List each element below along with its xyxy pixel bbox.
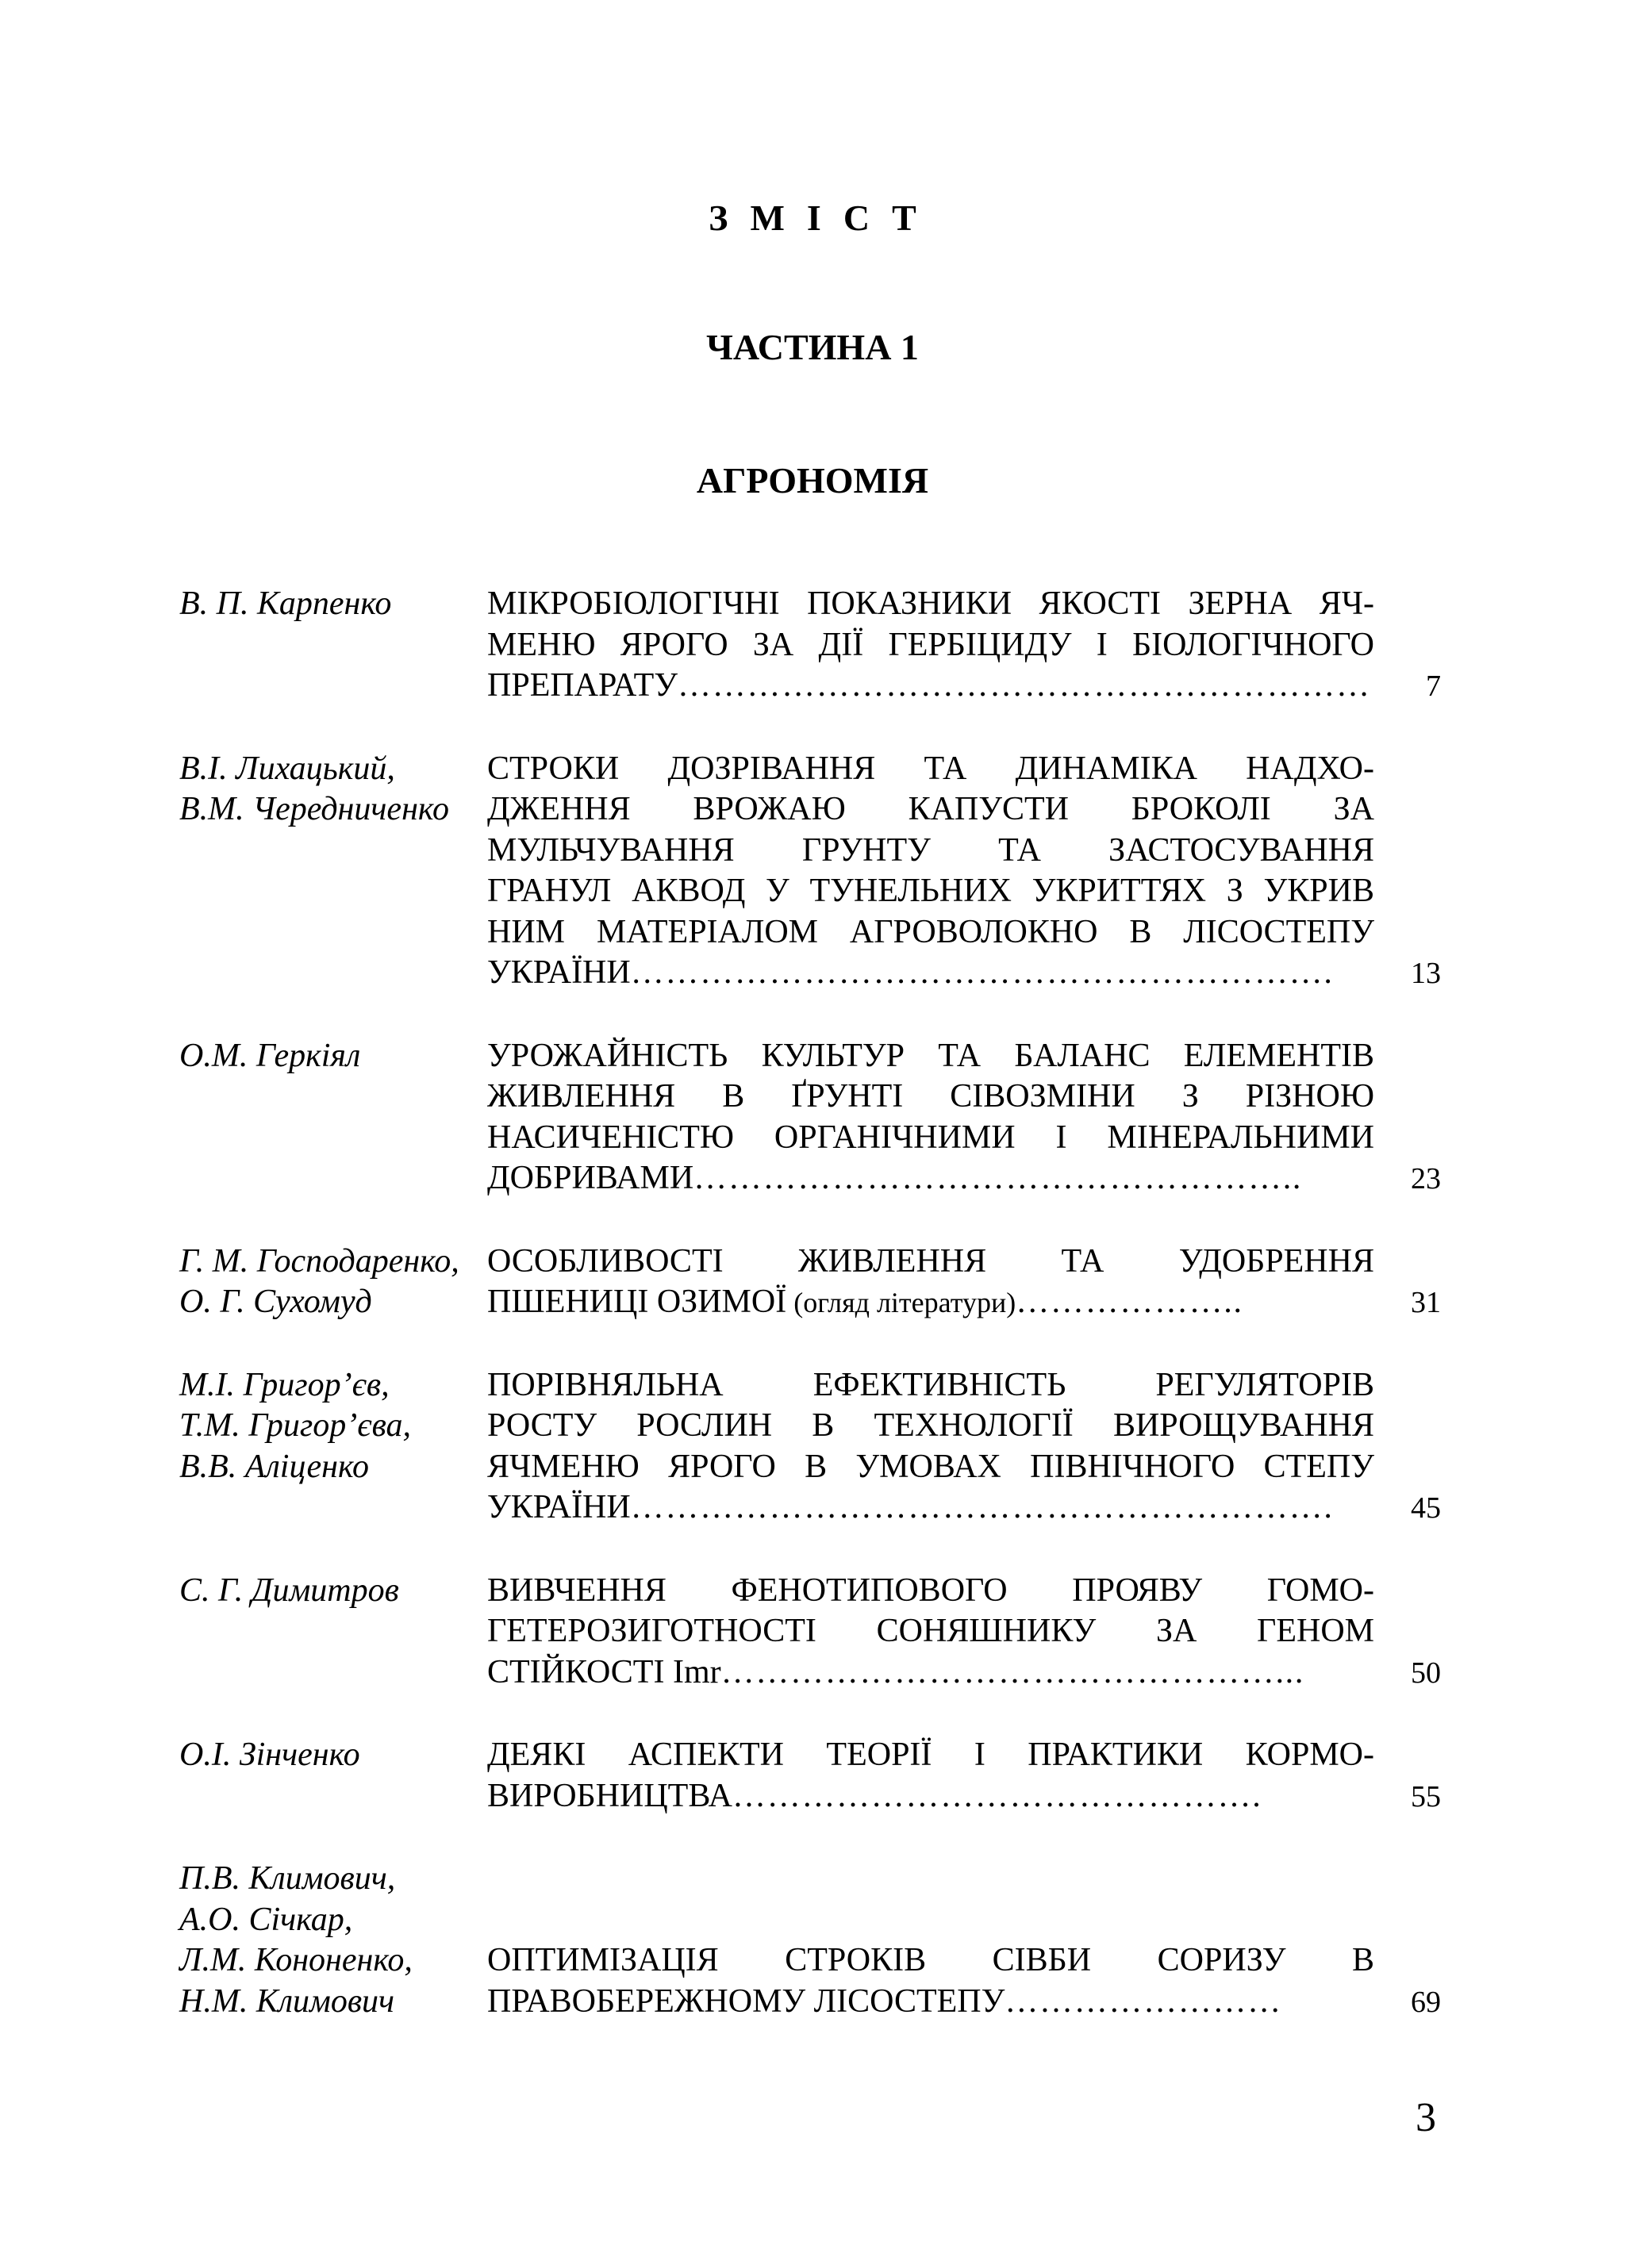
dot-leader: ……………………………………………………. <box>630 954 1334 991</box>
title-line: УРОЖАЙНІСТЬ КУЛЬТУР ТА БАЛАНС ЕЛЕМЕНТІВ <box>487 1037 1374 1074</box>
dot-leader: ……………….. <box>1016 1284 1243 1320</box>
title-line: НАСИЧЕНІСТЮ ОРГАНІЧНИМИ І МІНЕРАЛЬНИМИ <box>487 1119 1374 1156</box>
entry-page-number: 55 <box>1411 1779 1441 1813</box>
part-heading: ЧАСТИНА 1 <box>706 327 919 367</box>
author-name: А.О. Січкар, <box>179 1901 353 1938</box>
entry-page-number: 45 <box>1411 1491 1441 1525</box>
title-line: ВИРОБНИЦТВА <box>487 1777 733 1814</box>
entry-page-number: 13 <box>1411 957 1441 990</box>
toc-entry[interactable] <box>179 1735 1441 1817</box>
title-line: МУЛЬЧУВАННЯ ГРУНТУ ТА ЗАСТОСУВАННЯ <box>487 831 1374 869</box>
author-name: Т.М. Григор’єва, <box>179 1407 412 1444</box>
title-line: СТРОКИ ДОЗРІВАННЯ ТА ДИНАМІКА НАДХО- <box>487 750 1374 787</box>
entry-title <box>487 1365 1374 1529</box>
author-name: О.М. Геркіял <box>179 1037 361 1074</box>
entry-authors <box>179 584 489 625</box>
title-last-line <box>487 1282 1374 1324</box>
toc-entry[interactable] <box>179 584 1441 708</box>
toc-entry[interactable] <box>179 1571 1441 1694</box>
entry-page-number: 69 <box>1411 1985 1441 2019</box>
entry-title <box>487 1735 1374 1817</box>
table-of-contents <box>179 584 1441 2064</box>
title-line: ДЕЯКІ АСПЕКТИ ТЕОРІЇ І ПРАКТИКИ КОРМО- <box>487 1736 1374 1773</box>
entry-page-number: 31 <box>1411 1286 1441 1319</box>
title-line: ОПТИМІЗАЦІЯ СТРОКІВ СІВБИ СОРИЗУ В <box>487 1942 1374 1978</box>
entry-title <box>487 749 1374 995</box>
entry-authors <box>179 1365 489 1488</box>
section-heading: АГРОНОМІЯ <box>696 460 929 501</box>
author-name: Г. М. Господаренко, <box>179 1242 459 1280</box>
author-name: В.В. Аліценко <box>179 1448 370 1485</box>
toc-heading: З М І С Т <box>709 198 924 238</box>
entry-page-number: 23 <box>1411 1162 1441 1195</box>
entry-authors <box>179 1859 489 2022</box>
toc-entry[interactable] <box>179 1365 1441 1529</box>
dot-leader: …………………………………………………… <box>678 667 1371 704</box>
author-name: С. Г. Димитров <box>179 1571 399 1609</box>
page-number: 3 <box>1416 2095 1436 2140</box>
author-name: В.І. Лихацький, <box>179 750 395 787</box>
author-name: О.І. Зінченко <box>179 1736 360 1773</box>
author-name: Л.М. Кононенко, <box>179 1942 413 1978</box>
toc-entry[interactable] <box>179 1241 1441 1324</box>
title-line: ЯЧМЕНЮ ЯРОГО В УМОВАХ ПІВНІЧНОГО СТЕПУ <box>487 1448 1374 1485</box>
entry-title <box>487 1036 1374 1200</box>
spacer <box>487 1859 1374 1900</box>
dot-leader: ……………………………………………………. <box>630 1489 1334 1525</box>
title-last-line <box>487 1776 1374 1818</box>
dot-leader: …………………………………………….. <box>693 1160 1303 1196</box>
entry-title <box>487 1571 1374 1694</box>
dot-leader: …………………………………………... <box>720 1653 1305 1690</box>
entry-title <box>487 584 1374 708</box>
title-line: ОСОБЛИВОСТІ ЖИВЛЕННЯ ТА УДОБРЕННЯ <box>487 1242 1374 1280</box>
title-last-line <box>487 666 1374 708</box>
title-last-line <box>487 1982 1374 2024</box>
title-line: ВИВЧЕННЯ ФЕНОТИПОВОГО ПРОЯВУ ГОМО- <box>487 1571 1374 1609</box>
entry-page-number: 7 <box>1426 670 1441 703</box>
title-line: ПРАВОБЕРЕЖНОМУ ЛІСОСТЕПУ <box>487 1982 1005 2020</box>
title-line: МЕНЮ ЯРОГО ЗА ДІЇ ГЕРБІЦИДУ І БІОЛОГІЧНОГО <box>487 626 1374 663</box>
title-line: ПШЕНИЦІ ОЗИМОЇ <box>487 1284 787 1320</box>
title-line: НИМ МАТЕРІАЛОМ АГРОВОЛОКНО В ЛІСОСТЕПУ <box>487 913 1374 950</box>
title-line: МІКРОБІОЛОГІЧНІ ПОКАЗНИКИ ЯКОСТІ ЗЕРНА ЯЧ- <box>487 585 1374 622</box>
title-line: СТІЙКОСТІ Imr <box>487 1653 721 1690</box>
title-line: ПОРІВНЯЛЬНА ЕФЕКТИВНІСТЬ РЕГУЛЯТОРІВ <box>487 1366 1374 1403</box>
entry-authors <box>179 1735 489 1776</box>
entry-authors <box>179 1571 489 1612</box>
title-line: УКРАЇНИ <box>487 954 631 991</box>
title-last-line <box>487 1487 1374 1529</box>
toc-entry[interactable] <box>179 1859 1441 2023</box>
author-name: П.В. Климович, <box>179 1860 396 1897</box>
title-line: ПРЕПАРАТУ <box>487 667 678 704</box>
title-line: ДОБРИВАМИ <box>487 1160 694 1196</box>
dot-leader: …………………… <box>1005 1982 1282 2020</box>
title-line: УКРАЇНИ <box>487 1489 631 1525</box>
dot-leader: ………………………………………. <box>732 1777 1262 1814</box>
title-note: (огляд літератури) <box>786 1287 1016 1318</box>
entry-title <box>487 1859 1374 2023</box>
author-name: М.І. Григор’єв, <box>179 1366 390 1403</box>
toc-entry[interactable] <box>179 1036 1441 1200</box>
title-line: РОСТУ РОСЛИН В ТЕХНОЛОГІЇ ВИРОЩУВАННЯ <box>487 1407 1374 1444</box>
title-line: ГРАНУЛ АКВОД У ТУНЕЛЬНИХ УКРИТТЯХ З УКРИВ <box>487 873 1374 909</box>
title-last-line <box>487 953 1374 995</box>
title-last-line <box>487 1652 1374 1694</box>
title-line: ЖИВЛЕННЯ В ҐРУНТІ СІВОЗМІНИ З РІЗНОЮ <box>487 1078 1374 1115</box>
author-name: О. Г. Сухомуд <box>179 1284 372 1320</box>
entry-title <box>487 1241 1374 1324</box>
entry-authors <box>179 1036 489 1077</box>
title-last-line <box>487 1158 1374 1200</box>
title-line: ГЕТЕРОЗИГОТНОСТІ СОНЯШНИКУ ЗА ГЕНОМ <box>487 1613 1374 1649</box>
spacer <box>487 1900 1374 1941</box>
entry-page-number: 50 <box>1411 1656 1441 1690</box>
toc-entry[interactable] <box>179 749 1441 995</box>
title-line: ДЖЕННЯ ВРОЖАЮ КАПУСТИ БРОКОЛІ ЗА <box>487 791 1374 827</box>
author-name: В.М. Чередниченко <box>179 791 449 827</box>
entry-authors <box>179 1241 489 1323</box>
author-name: В. П. Карпенко <box>179 585 392 622</box>
author-name: Н.М. Климович <box>179 1982 395 2020</box>
entry-authors <box>179 749 489 831</box>
